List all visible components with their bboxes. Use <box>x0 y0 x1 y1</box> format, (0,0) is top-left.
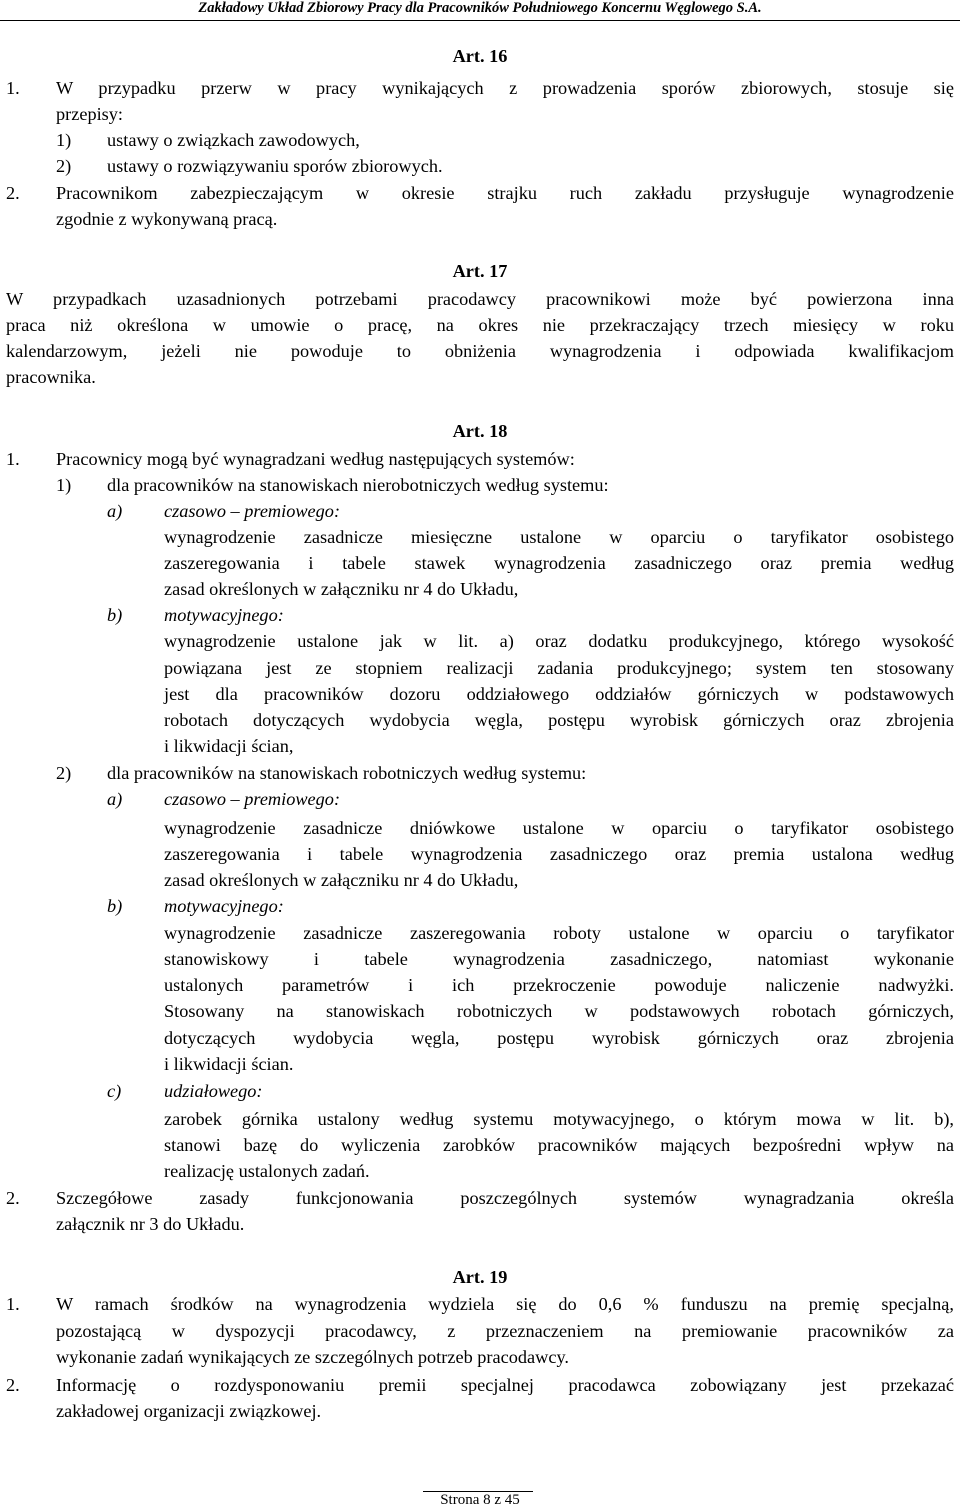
art-19-p2-line-2: zakładowej organizacji związkowej. <box>56 1401 322 1421</box>
art-17-line-2: praca niż określona w umowie o pracę, na okres nie przekraczający trzech miesięcy w roku <box>6 315 954 335</box>
system-2b-line-1: wynagrodzenie zasadnicze zaszeregowania roboty ustalone w oparciu o taryfikator <box>164 923 954 943</box>
art-18-p2-number: 2. <box>6 1188 20 1208</box>
art-16-item-2-number: 2) <box>56 156 72 176</box>
system-2c-title: udziałowego: <box>164 1081 263 1101</box>
art-18-p2-line-2: załącznik nr 3 do Układu. <box>56 1214 245 1234</box>
system-1b-line-3: jest dla pracowników dozoru oddziałowego oddziałów górniczych w podstawowych <box>164 684 954 704</box>
art-19-p1-line-2: pozostającą w dyspozycji pracodawcy, z przeznaczeniem na premiowanie pracowników za <box>56 1321 954 1341</box>
art-19-p2-line-1: Informację o rozdysponowaniu premii specjalnej pracodawca zobowiązany jest przekazać <box>56 1375 954 1395</box>
system-1a-title: czasowo – premiowego: <box>164 501 341 521</box>
art-17-line-3: kalendarzowym, jeżeli nie powoduje to obniżenia wynagrodzenia i odpowiada kwalifikacjom <box>6 341 954 361</box>
system-2c-line-3: realizację ustalonych zadań. <box>164 1161 370 1181</box>
system-1a-line-2: zaszeregowania i tabele stawek wynagrodzenia zasadniczego oraz premia według <box>164 553 954 573</box>
art-16-item-2-text: ustawy o rozwiązywaniu sporów zbiorowych. <box>107 156 443 176</box>
page-number: Strona 8 z 45 <box>440 1492 520 1508</box>
art-19-p1-number: 1. <box>6 1294 20 1314</box>
header-rule <box>0 20 960 21</box>
art-17-line-4: pracownika. <box>6 367 96 387</box>
system-2b-label: b) <box>107 896 123 916</box>
system-2b-line-2: stanowiskowy i tabele wynagrodzenia zasadniczego, natomiast wykonanie <box>164 949 954 969</box>
running-header: Zakładowy Układ Zbiorowy Pracy dla Pracowników Południowego Koncernu Węglowego S.A. <box>198 0 762 16</box>
system-1b-line-5: i likwidacji ścian, <box>164 736 294 756</box>
system-2b-title: motywacyjnego: <box>164 896 284 916</box>
art-16-p1-line-2: przepisy: <box>56 104 124 124</box>
art-18-p1-text: Pracownicy mogą być wynagradzani według następujących systemów: <box>56 449 575 469</box>
art-16-heading: Art. 16 <box>452 46 508 66</box>
system-2-number: 2) <box>56 763 72 783</box>
system-1-number: 1) <box>56 475 72 495</box>
system-2a-line-1: wynagrodzenie zasadnicze dniówkowe ustalone w oparciu o taryfikator osobistego <box>164 818 954 838</box>
art-16-item-1-number: 1) <box>56 130 72 150</box>
system-2a-title: czasowo – premiowego: <box>164 789 341 809</box>
system-2a-line-3: zasad określonych w załączniku nr 4 do Układu, <box>164 870 519 890</box>
system-1b-label: b) <box>107 605 123 625</box>
system-2c-label: c) <box>107 1081 122 1101</box>
system-2a-label: a) <box>107 789 123 809</box>
art-18-p2-line-1: Szczegółowe zasady funkcjonowania poszczególnych systemów wynagradzania określa <box>56 1188 954 1208</box>
art-19-heading: Art. 19 <box>452 1267 508 1287</box>
system-1-text: dla pracowników na stanowiskach nierobotniczych według systemu: <box>107 475 609 495</box>
system-1b-line-4: robotach dotyczących wydobycia węgla, postępu wyrobisk górniczych oraz zbrojenia <box>164 710 954 730</box>
art-18-heading: Art. 18 <box>452 421 508 441</box>
art-16-item-1-text: ustawy o związkach zawodowych, <box>107 130 360 150</box>
system-2-text: dla pracowników na stanowiskach robotniczych według systemu: <box>107 763 587 783</box>
system-1b-line-1: wynagrodzenie ustalone jak w lit. a) oraz dodatku produkcyjnego, którego wysokość <box>164 631 954 651</box>
system-1a-line-1: wynagrodzenie zasadnicze miesięczne ustalone w oparciu o taryfikator osobistego <box>164 527 954 547</box>
art-19-p1-line-3: wykonanie zadań wynikających ze szczególnych potrzeb pracodawcy. <box>56 1347 569 1367</box>
art-17-heading: Art. 17 <box>452 261 508 281</box>
art-17-line-1: W przypadkach uzasadnionych potrzebami pracodawcy pracownikowi może być powierzona inna <box>6 289 954 309</box>
system-2c-line-2: stanowi bazę do wyliczenia zarobków pracowników mających bezpośredni wpływ na <box>164 1135 954 1155</box>
art-16-p1-number: 1. <box>6 78 20 98</box>
art-16-p2-line-2: zgodnie z wykonywaną pracą. <box>56 209 278 229</box>
system-2b-line-6: i likwidacji ścian. <box>164 1054 294 1074</box>
system-1b-title: motywacyjnego: <box>164 605 284 625</box>
art-16-p2-number: 2. <box>6 183 20 203</box>
art-19-p1-line-1: W ramach środków na wynagrodzenia wydziela się do 0,6 % funduszu na premię specjalną, <box>56 1294 954 1314</box>
art-18-p1-number: 1. <box>6 449 20 469</box>
art-19-p2-number: 2. <box>6 1375 20 1395</box>
system-1a-line-3: zasad określonych w załączniku nr 4 do Układu, <box>164 579 519 599</box>
art-16-p1-line-1: W przypadku przerw w pracy wynikających z prowadzenia sporów zbiorowych, stosuje się <box>56 78 954 98</box>
system-1a-label: a) <box>107 501 123 521</box>
system-1b-line-2: powiązana jest ze stopniem realizacji zadania produkcyjnego; system ten stosowany <box>164 658 954 678</box>
system-2b-line-4: Stosowany na stanowiskach robotniczych w podstawowych robotach górniczych, <box>164 1001 954 1021</box>
art-16-p2-line-1: Pracownikom zabezpieczającym w okresie strajku ruch zakładu przysługuje wynagrodzenie <box>56 183 954 203</box>
system-2a-line-2: zaszeregowania i tabele wynagrodzenia zasadniczego oraz premia ustalona według <box>164 844 954 864</box>
system-2c-line-1: zarobek górnika ustalony według systemu motywacyjnego, o którym mowa w lit. b), <box>164 1109 954 1129</box>
system-2b-line-5: dotyczących wydobycia węgla, postępu wyrobisk górniczych oraz zbrojenia <box>164 1028 954 1048</box>
system-2b-line-3: ustalonych parametrów i ich przekroczenie powoduje naliczenie nadwyżki. <box>164 975 954 995</box>
